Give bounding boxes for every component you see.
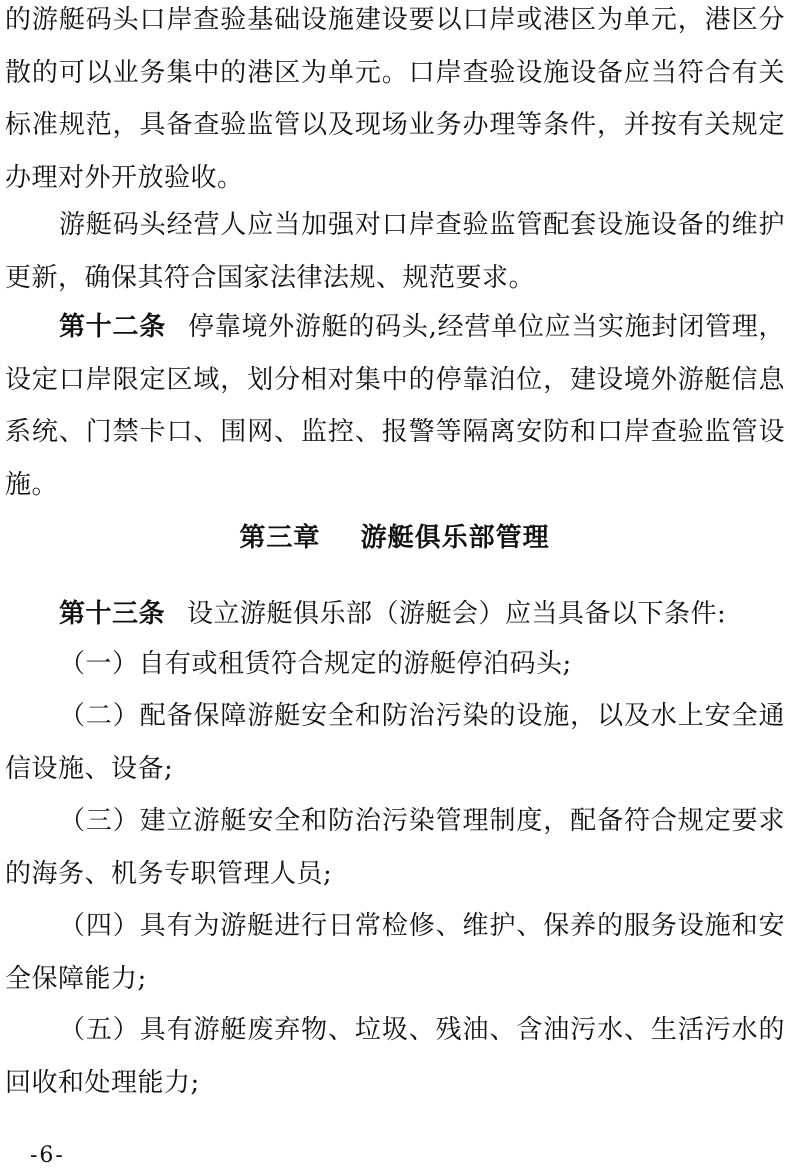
article-12 [5, 301, 785, 511]
paragraph-maintenance: 游艇码头经营人应当加强对口岸查验监管配套设施设备的维护更新，确保其符合国家法律法规、规范要求。 [5, 210, 785, 293]
list-item-4: （四）具有为游艇进行日常检修、维护、保养的服务设施和安全保障能力; [5, 911, 785, 994]
list-item-3: （三）建立游艇安全和防治污染管理制度，配备符合规定要求的海务、机务专职管理人员; [5, 806, 785, 889]
article-13-text: 设立游艇俱乐部（游艇会）应当具备以下条件: [187, 599, 727, 629]
list-item-5: （五）具有游艇废弃物、垃圾、残油、含油污水、生活污水的回收和处理能力; [5, 1015, 785, 1098]
article-13-label: 第十三条 [59, 599, 166, 629]
list-item-1: （一）自有或租赁符合规定的游艇停泊码头; [59, 649, 572, 679]
list-item-2: （二）配备保障游艇安全和防治污染的设施，以及水上安全通信设施、设备; [5, 701, 785, 784]
page-number: -6- [30, 1143, 65, 1168]
article-12-label: 第十二条 [59, 312, 166, 342]
chapter-title: 第三章 游艇俱乐部管理 [239, 523, 550, 553]
paragraph-continuation: 的游艇码头口岸查验基础设施建设要以口岸或港区为单元，港区分散的可以业务集中的港区为单元。口岸查验设施设备应当符合有关标准规范，具备查验监管以及现场业务办理等条件，并按有关规定办理对外开放验收。 [5, 5, 785, 193]
article-12-text: 停靠境外游艇的码头,经营单位应当实施封闭管理，设定口岸限定区域，划分相对集中的停靠泊位，建设境外游艇信息系统、门禁卡口、围网、监控、报警等隔离安防和口岸查验监管设施。 [5, 312, 785, 500]
article-13 [5, 588, 785, 641]
